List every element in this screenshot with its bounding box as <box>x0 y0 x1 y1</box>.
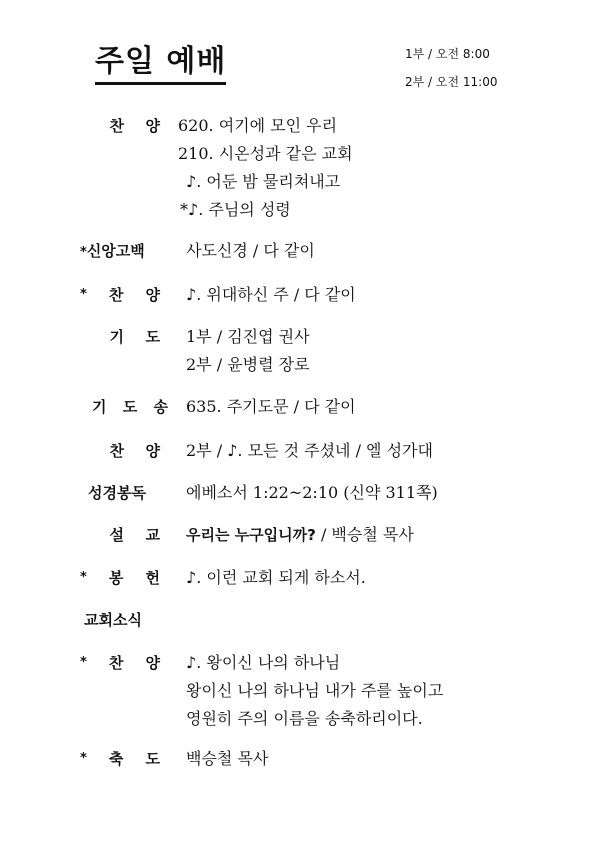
item-label: *신앙고백 <box>80 242 145 260</box>
item-content: 백승철 목사 <box>186 749 269 768</box>
item-label: 설 교 <box>109 526 160 544</box>
item-content: ♪. 이런 교회 되게 하소서. <box>186 568 366 587</box>
item-label: 기 도 송 <box>92 398 168 416</box>
item-label: 교회소식 <box>84 611 142 629</box>
item-content: ♪. 위대하신 주 / 다 같이 <box>186 285 356 304</box>
service-times <box>405 40 497 96</box>
item-label: * 봉 헌 <box>80 569 160 587</box>
item-content: 에베소서 1:22~2:10 (신약 311쪽) <box>186 483 438 502</box>
item-content: 사도신경 / 다 같이 <box>186 241 315 260</box>
sermon-title: 우리는 누구입니까? <box>186 526 316 544</box>
page-title: 주일 예배 <box>95 44 226 85</box>
item-content: 2부 / ♪. 모든 것 주셨네 / 엘 성가대 <box>186 441 433 460</box>
item-label: * 찬 양 <box>80 286 160 304</box>
item-label: 찬 양 <box>109 442 160 460</box>
item-label: * 축 도 <box>80 750 160 768</box>
item-content: 620. 여기에 모인 우리 210. 시온성과 같은 교회 ♪. 어둔 밤 물리쳐내고 *♪. 주님의 성령 <box>178 116 353 219</box>
service-time-1: 1부 / 오전 8:00 <box>405 47 490 61</box>
item-content: 635. 주기도문 / 다 같이 <box>186 397 356 416</box>
item-content: ♪. 왕이신 나의 하나님 왕이신 나의 하나님 내가 주를 높이고 영원히 주의 이름을 송축하리이다. <box>186 653 444 728</box>
item-content: 1부 / 김진엽 권사 2부 / 윤병렬 장로 <box>186 327 310 374</box>
item-label: 찬 양 <box>109 117 160 135</box>
service-time-2: 2부 / 오전 11:00 <box>405 75 498 89</box>
item-label: 성경봉독 <box>88 484 146 502</box>
item-label: * 찬 양 <box>80 654 160 672</box>
item-label: 기 도 <box>109 328 160 346</box>
item-content: 우리는 누구입니까? / 백승철 목사 <box>186 525 414 544</box>
